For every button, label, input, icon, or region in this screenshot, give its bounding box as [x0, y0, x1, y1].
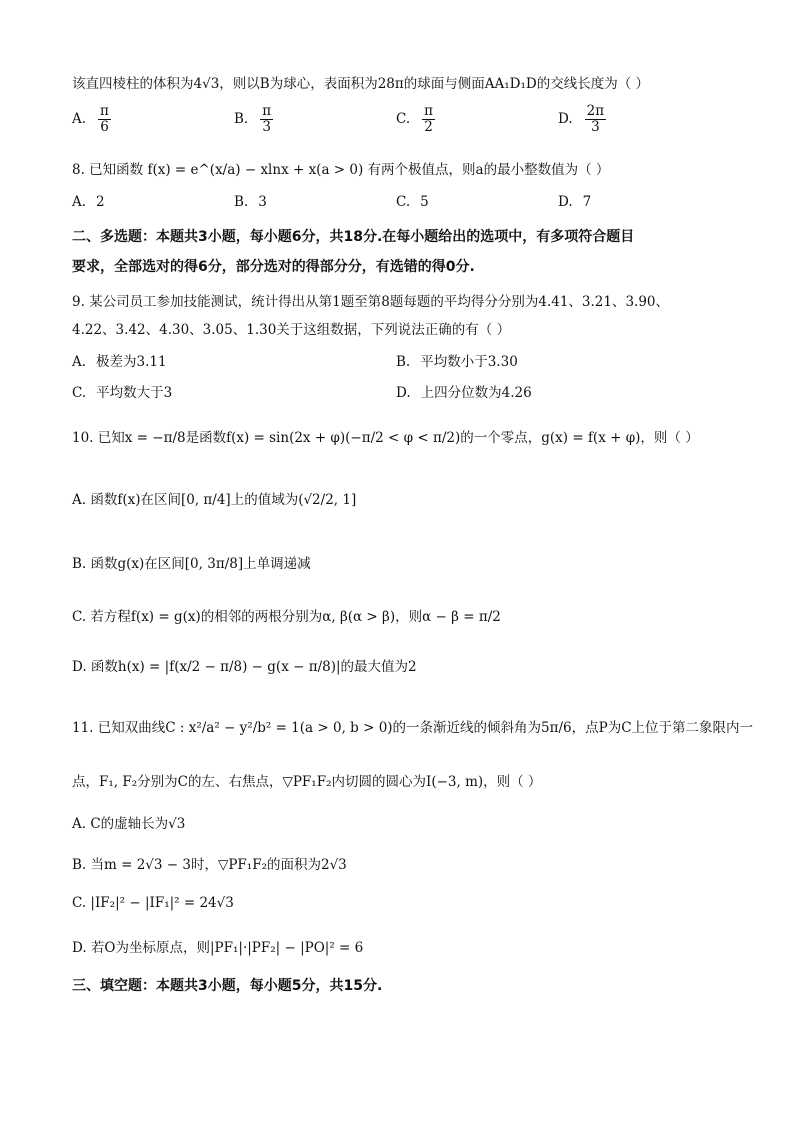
q8-option-b: B. 3 — [234, 194, 267, 210]
q11-stem-line2: 点，F₁, F₂分别为C的左、右焦点，▽PF₁F₂内切圆的圆心为I(−3, m)，则（ ） — [72, 774, 542, 790]
q10-option-d: D. 函数h(x) = |f(x/2 − π/8) − g(x − π/8)|的最大值为2 — [72, 659, 417, 675]
q8-option-d: D. 7 — [558, 194, 592, 210]
q9-stem-line1: 9. 某公司员工参加技能测试，统计得出从第1题至第8题每题的平均得分分别为4.41、3.21、3.90、 — [72, 294, 670, 310]
q8-option-c: C. 5 — [396, 194, 429, 210]
q10-stem: 10. 已知x = −π/8是函数f(x) = sin(2x + φ)(−π/2 < φ < π/2)的一个零点，g(x) = f(x + φ)，则（ ） — [72, 430, 699, 446]
q7-option-c: C. $\frac{\pi}{2}$ — [396, 103, 434, 135]
q10-option-a: A. 函数f(x)在区间[0, π/4]上的值域为(√2/2, 1] — [72, 492, 357, 508]
section2-heading-line1: 二、多选题：本题共3小题，每小题6分，共18分.在每小题给出的选项中，有多项符合题目 — [72, 229, 635, 245]
q7-option-b: B. $\frac{\pi}{3}$ — [234, 103, 272, 135]
q11-stem-line1: 11. 已知双曲线C : x²/a² − y²/b² = 1(a > 0, b > 0)的一条渐近线的倾斜角为5π/6，点P为C上位于第二象限内一 — [72, 720, 754, 736]
q8-option-a: A. 2 — [72, 194, 105, 210]
q9-option-c: C. 平均数大于3 — [72, 385, 173, 401]
q10-option-c: C. 若方程f(x) = g(x)的相邻的两根分别为α, β(α > β)，则α − β = π/2 — [72, 609, 501, 625]
q9-option-d: D. 上四分位数为4.26 — [396, 385, 532, 401]
q11-option-a: A. C的虚轴长为√3 — [72, 816, 186, 832]
q10-option-b: B. 函数g(x)在区间[0, 3π/8]上单调递减 — [72, 556, 311, 572]
q7-stem-tail: 该直四棱柱的体积为4√3，则以B为球心，表面积为28π的球面与侧面AA₁D₁D的交线长度为（ ） — [72, 76, 650, 92]
q11-option-b: B. 当m = 2√3 − 3时，▽PF₁F₂的面积为2√3 — [72, 857, 347, 873]
q9-stem-line2: 4.22、3.42、4.30、3.05、1.30关于这组数据，下列说法正确的有（ ） — [72, 322, 511, 338]
section3-heading: 三、填空题：本题共3小题，每小题5分，共15分. — [72, 978, 383, 994]
q11-option-d: D. 若O为坐标原点，则|PF₁|·|PF₂| − |PO|² = 6 — [72, 940, 364, 956]
q9-option-a: A. 极差为3.11 — [72, 354, 167, 370]
q8-stem: 8. 已知函数 f(x) = e^(x/a) − xlnx + x(a > 0) 有两个极值点，则a的最小整数值为（ ） — [72, 162, 610, 178]
q7-option-a: A. $\frac{\pi}{6}$ — [72, 103, 109, 135]
section2-heading-line2: 要求，全部选对的得6分，部分选对的得部分分，有选错的得0分. — [72, 259, 475, 275]
q7-option-d: D. $\frac{2\pi}{3}$ — [558, 103, 605, 135]
q11-option-c: C. |IF₂|² − |IF₁|² = 24√3 — [72, 895, 234, 911]
q9-option-b: B. 平均数小于3.30 — [396, 354, 518, 370]
